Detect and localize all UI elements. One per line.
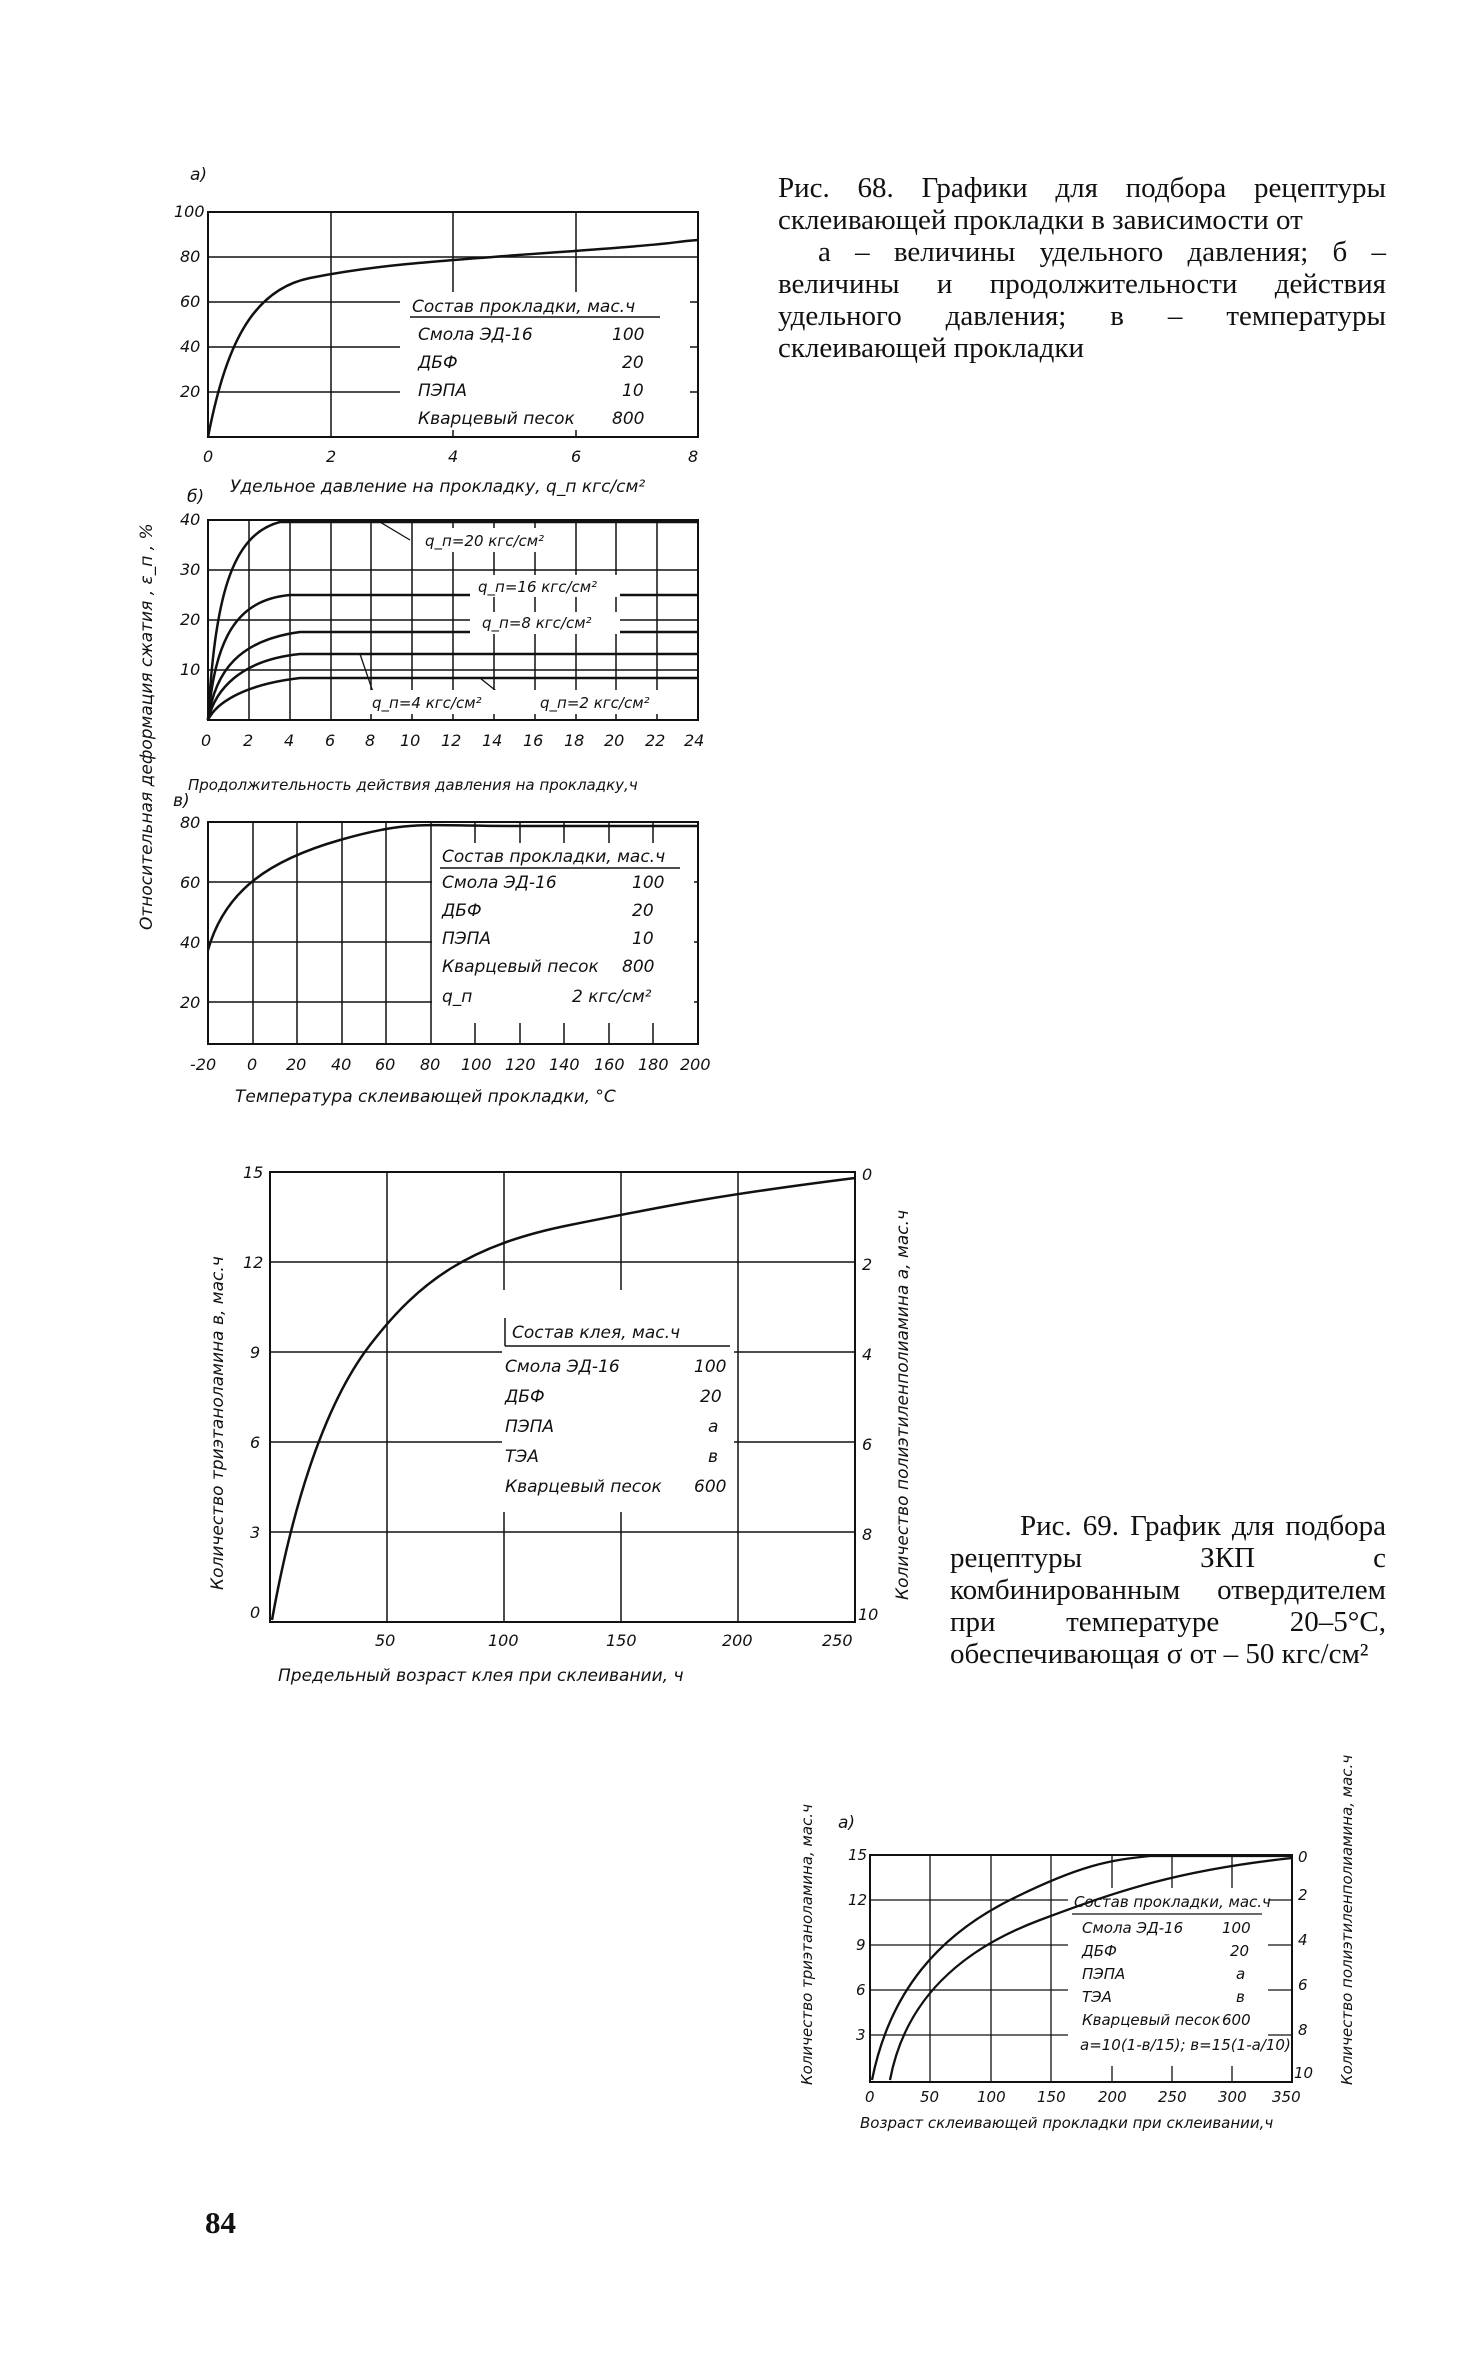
table-cell: Смола ЭД-16 (505, 1357, 620, 1377)
panel-c-xtick: 180 (638, 1055, 669, 1074)
fig69-yticks-right (858, 1165, 878, 1624)
fig69-ytick-left: 3 (250, 1523, 261, 1542)
fig69-caption-text: Рис. 69. График для подбора рецептуры ЗКП с комбинированным отвердителем при температуре 20–5°С, обеспечивающая σ от – 50 кгс/см² (950, 1510, 1386, 1670)
panel-b-xticks (201, 731, 704, 750)
panel-c-xlabel: Температура склеивающей прокладки, °С (235, 1087, 616, 1107)
fig69-table-header: Состав клея, мас.ч (512, 1323, 681, 1343)
small-chart-yticks-right (1294, 1848, 1313, 2082)
table-cell: в (708, 1447, 719, 1467)
table-cell: 100 (632, 873, 665, 893)
fig69-xtick: 200 (722, 1631, 753, 1650)
panel-c-xtick: 100 (461, 1055, 492, 1074)
table-cell: ПЭПА (1082, 1965, 1126, 1983)
table-cell: 20 (1230, 1942, 1250, 1960)
fig69-ytick-right: 2 (862, 1255, 873, 1274)
table-cell: а (1236, 1965, 1246, 1983)
page-number: 84 (205, 2205, 236, 2240)
table-cell: 10 (622, 381, 644, 401)
panel-c-ytick: 20 (180, 993, 201, 1012)
table-cell: Кварцевый песок (442, 957, 599, 977)
small-ytick-left: 6 (856, 1981, 866, 1999)
panel-b-xlabel: Продолжительность действия давления на прокладку,ч (188, 776, 638, 794)
table-cell: 100 (1222, 1919, 1251, 1937)
fig69-ytick-left: 9 (250, 1343, 261, 1362)
fig68-ylabel: Относительная деформация сжатия , ε_п , % (137, 523, 157, 930)
small-chart-panel-label: а) (838, 1813, 856, 1833)
panel-b-ytick: 20 (180, 610, 201, 629)
panel-b-xtick: 6 (325, 731, 336, 750)
panel-c-label: в) (173, 791, 190, 811)
small-chart-xlabel: Возраст склеивающей прокладки при склеивании,ч (860, 2114, 1274, 2132)
fig69-xtick: 100 (488, 1631, 519, 1650)
panel-b-ytick: 10 (180, 660, 201, 679)
curve-label: q_п=4 кгс/см² (372, 694, 482, 712)
panel-c-xticks (190, 1055, 711, 1074)
panel-c-yticks (180, 813, 200, 1012)
small-chart-yticks-left (848, 1846, 867, 2044)
panel-b-xtick: 10 (400, 731, 421, 750)
table-cell: Кварцевый песок (1082, 2011, 1221, 2029)
panel-b-ytick: 40 (180, 510, 201, 529)
table-cell: Смола ЭД-16 (1082, 1919, 1184, 1937)
table-cell: 800 (622, 957, 655, 977)
panel-a-xtick: 4 (448, 447, 459, 466)
small-xtick: 300 (1218, 2088, 1247, 2106)
panel-a-table-header: Состав прокладки, мас.ч (412, 297, 636, 317)
fig69-yticks-left (243, 1163, 263, 1622)
table-cell: ПЭПА (418, 381, 468, 401)
fig68-caption-body: а – величины удельного давления; б – величины и продолжительности действия удельного давления; в – температуры склеивающей прокладки (778, 236, 1386, 364)
small-chart-ylabel-left: Количество триэтаноламина, мас.ч (798, 1804, 816, 2085)
panel-a-yticks (174, 202, 205, 401)
panel-b-xtick: 14 (482, 731, 503, 750)
panel-a-xtick: 8 (688, 447, 699, 466)
panel-c-xtick: 200 (680, 1055, 711, 1074)
panel-a-label: а) (190, 165, 208, 185)
panel-c-table-header: Состав прокладки, мас.ч (442, 847, 666, 867)
small-table-header: Состав прокладки, мас.ч (1074, 1893, 1271, 1911)
curve-label: q_п=16 кгс/см² (478, 578, 598, 596)
small-chart-ylabel-right: Количество полиэтиленполиамина, мас.ч (1338, 1754, 1356, 2085)
table-cell: 10 (632, 929, 654, 949)
fig69-ytick-left: 6 (250, 1433, 261, 1452)
table-cell: ДБФ (1082, 1942, 1117, 1960)
table-cell: Смола ЭД-16 (418, 325, 533, 345)
panel-c-xtick: 40 (331, 1055, 352, 1074)
fig69-ytick-right: 8 (862, 1525, 873, 1544)
curve-label: q_п=2 кгс/см² (540, 694, 650, 712)
fig69-chart (270, 1172, 855, 1622)
small-ytick-right: 4 (1298, 1931, 1308, 1949)
panel-c-xtick: 60 (375, 1055, 396, 1074)
table-cell: 20 (632, 901, 654, 921)
table-cell: ДБФ (505, 1387, 545, 1407)
fig69-xtick: 250 (822, 1631, 853, 1650)
panel-b-ytick: 30 (180, 560, 201, 579)
fig69-xticks (375, 1631, 853, 1650)
fig69-ytick-left: 0 (250, 1603, 261, 1622)
panel-b-xtick: 18 (564, 731, 585, 750)
fig69-ytick-right: 0 (862, 1165, 873, 1184)
small-chart-xticks (865, 2088, 1301, 2106)
fig68-panel-b (208, 520, 698, 720)
small-ytick-right: 6 (1298, 1976, 1308, 1994)
table-cell: ПЭПА (442, 929, 492, 949)
panel-a-ytick: 60 (180, 292, 201, 311)
curve-label: q_п=20 кгс/см² (425, 532, 545, 550)
table-cell: ДБФ (442, 901, 482, 921)
panel-b-xtick: 16 (523, 731, 544, 750)
small-xtick: 150 (1037, 2088, 1066, 2106)
small-ytick-left: 9 (856, 1936, 866, 1954)
panel-c-xtick: 0 (247, 1055, 258, 1074)
table-cell: Смола ЭД-16 (442, 873, 557, 893)
panel-a-ytick: 40 (180, 337, 201, 356)
fig69-ytick-right: 6 (862, 1435, 873, 1454)
small-ytick-right: 0 (1298, 1848, 1308, 1866)
panel-c-xtick: 120 (505, 1055, 536, 1074)
table-cell: а (708, 1417, 719, 1437)
fig69-xtick: 50 (375, 1631, 396, 1650)
small-ytick-right: 10 (1294, 2064, 1314, 2082)
panel-b-xtick: 22 (645, 731, 666, 750)
table-cell: ТЭА (505, 1447, 539, 1467)
panel-b-xtick: 12 (441, 731, 462, 750)
panel-b-xtick: 24 (684, 731, 705, 750)
panel-a-xlabel: Удельное давление на прокладку, q_п кгс/см² (230, 477, 646, 497)
small-ytick-left: 3 (856, 2026, 866, 2044)
table-cell: 100 (612, 325, 645, 345)
table-cell: 600 (694, 1477, 727, 1497)
panel-c-ytick: 60 (180, 873, 201, 892)
small-xtick: 0 (865, 2088, 875, 2106)
fig68-caption (778, 172, 1386, 364)
panel-c-ytick: 80 (180, 813, 201, 832)
table-cell: в (1236, 1988, 1245, 2006)
small-xtick: 50 (920, 2088, 940, 2106)
table-cell: 600 (1222, 2011, 1251, 2029)
small-xtick: 250 (1158, 2088, 1187, 2106)
table-cell: q_п (442, 987, 473, 1007)
fig69-xlabel: Предельный возраст клея при склеивании, ч (278, 1666, 684, 1686)
small-ytick-right: 2 (1298, 1886, 1308, 1904)
panel-b-label: б) (187, 487, 205, 507)
small-xtick: 350 (1272, 2088, 1301, 2106)
panel-c-ytick: 40 (180, 933, 201, 952)
fig69-ytick-left: 12 (243, 1253, 264, 1272)
panel-c-xtick: 160 (594, 1055, 625, 1074)
panel-b-xtick: 0 (201, 731, 212, 750)
panel-a-xtick: 2 (326, 447, 337, 466)
fig69-ytick-right: 4 (862, 1345, 873, 1364)
panel-a-xticks (203, 447, 698, 466)
fig69-ylabel-right: Количество полиэтиленполиамина а, мас.ч (893, 1209, 913, 1600)
table-cell: 20 (622, 353, 644, 373)
panel-c-xtick: 80 (420, 1055, 441, 1074)
small-table-formula: а=10(1-в/15); в=15(1-а/10) (1080, 2036, 1291, 2054)
fig69-caption (950, 1510, 1386, 1670)
table-cell: ТЭА (1082, 1988, 1112, 2006)
panel-a-ytick: 20 (180, 382, 201, 401)
table-cell: 20 (700, 1387, 722, 1407)
panel-b-xtick: 8 (365, 731, 376, 750)
small-xtick: 200 (1098, 2088, 1127, 2106)
panel-a-ytick: 100 (174, 202, 205, 221)
fig69-ytick-right: 10 (858, 1605, 879, 1624)
panel-b-yticks (180, 510, 200, 679)
table-cell: 800 (612, 409, 645, 429)
small-ytick-left: 15 (848, 1846, 868, 1864)
table-cell: Кварцевый песок (418, 409, 575, 429)
panel-a-xtick: 0 (203, 447, 214, 466)
panel-b-xtick: 2 (243, 731, 254, 750)
small-ytick-right: 8 (1298, 2021, 1308, 2039)
table-cell: 100 (694, 1357, 727, 1377)
small-ytick-left: 12 (848, 1891, 868, 1909)
panel-a-ytick: 80 (180, 247, 201, 266)
panel-c-xtick: -20 (190, 1055, 217, 1074)
panel-c-xtick: 140 (549, 1055, 580, 1074)
fig69-xtick: 150 (606, 1631, 637, 1650)
panel-b-xtick: 4 (284, 731, 295, 750)
table-cell: Кварцевый песок (505, 1477, 662, 1497)
panel-a-xtick: 6 (571, 447, 582, 466)
panel-c-xtick: 20 (286, 1055, 307, 1074)
fig68-caption-title: Рис. 68. Графики для подбора рецептуры склеивающей прокладки в зависимости от (778, 172, 1386, 236)
fig69-ylabel-left: Количество триэтаноламина в, мас.ч (208, 1256, 228, 1590)
table-cell: ПЭПА (505, 1417, 555, 1437)
small-xtick: 100 (977, 2088, 1006, 2106)
table-cell: ДБФ (418, 353, 458, 373)
fig69-ytick-left: 15 (243, 1163, 264, 1182)
curve-label: q_п=8 кгс/см² (482, 614, 592, 632)
panel-b-xtick: 20 (604, 731, 625, 750)
table-cell: 2 кгс/см² (572, 987, 652, 1007)
